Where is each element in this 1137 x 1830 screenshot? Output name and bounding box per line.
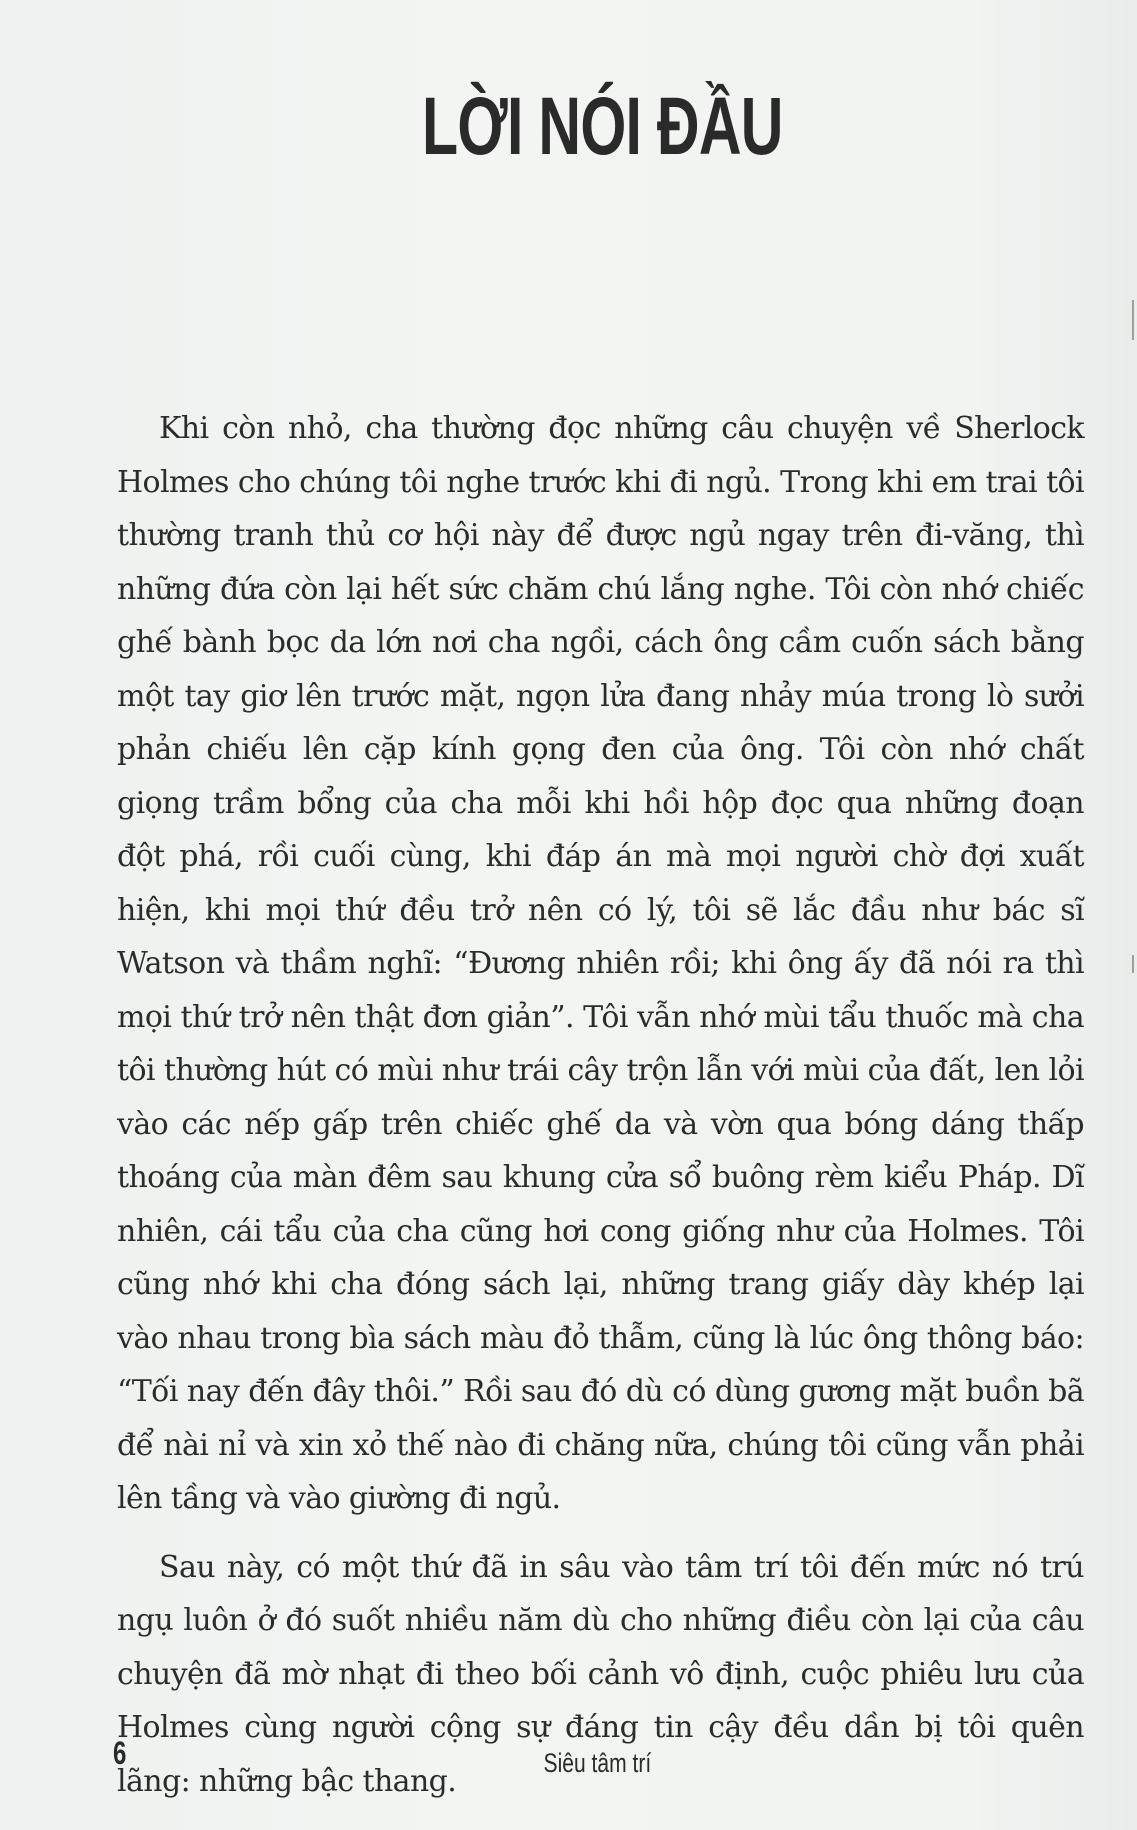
edge-mark xyxy=(1132,300,1134,340)
edge-mark xyxy=(1132,955,1134,973)
body-text xyxy=(117,402,1084,1808)
chapter-title: LỜI NÓI ĐẦU xyxy=(422,81,783,172)
paragraph: Khi còn nhỏ, cha thường đọc những câu chuyện về Sherlock Holmes cho chúng tôi nghe trước khi đi ngủ. Trong khi em trai tôi thường tranh thủ cơ hội này để được ngủ ngay trên đi-văng, thì những đứa còn lại hết sức chăm chú lắng nghe. Tôi còn nhớ chiếc ghế bành bọc da lớn nơi cha ngồi, cách ông cầm cuốn sách bằng một tay giơ lên trước mặt, ngọn lửa đang nhảy múa trong lò sưởi phản chiếu lên cặp kính gọng đen của ông. Tôi còn nhớ chất giọng trầm bổng của cha mỗi khi hồi hộp đọc qua những đoạn đột phá, rồi cuối cùng, khi đáp án mà mọi người chờ đợi xuất hiện, khi mọi thứ đều trở nên có lý, tôi sẽ lắc đầu như bác sĩ Watson và thầm nghĩ: “Đương nhiên rồi; khi ông ấy đã nói ra thì mọi thứ trở nên thật đơn giản”. Tôi vẫn nhớ mùi tẩu thuốc mà cha tôi thường hút có mùi như trái cây trộn lẫn với mùi của đất, len lỏi vào các nếp gấp trên chiếc ghế da và vờn qua bóng dáng thấp thoáng của màn đêm sau khung cửa sổ buông rèm kiểu Pháp. Dĩ nhiên, cái tẩu của cha cũng hơi cong giống như của Holmes. Tôi cũng nhớ khi cha đóng sách lại, những trang giấy dày khép lại vào nhau trong bìa sách màu đỏ thẫm, cũng là lúc ông thông báo: “Tối nay đến đây thôi.” Rồi sau đó dù có dùng gương mặt buồn bã để nài nỉ và xin xỏ thế nào đi chăng nữa, chúng tôi cũng vẫn phải lên tầng và vào giường đi ngủ. xyxy=(117,411,1084,1516)
running-footer-title: Siêu tâm trí xyxy=(543,1748,652,1778)
page-number: 6 xyxy=(113,1735,127,1771)
paragraph: Sau này, có một thứ đã in sâu vào tâm trí tôi đến mức nó trú ngụ luôn ở đó suốt nhiều năm dù cho những điều còn lại của câu chuyện đã mờ nhạt đi theo bối cảnh vô định, cuộc phiêu lưu của Holmes cùng người cộng sự đáng tin cậy đều dần bị tôi quên lãng: những bậc thang. xyxy=(117,1549,1084,1799)
